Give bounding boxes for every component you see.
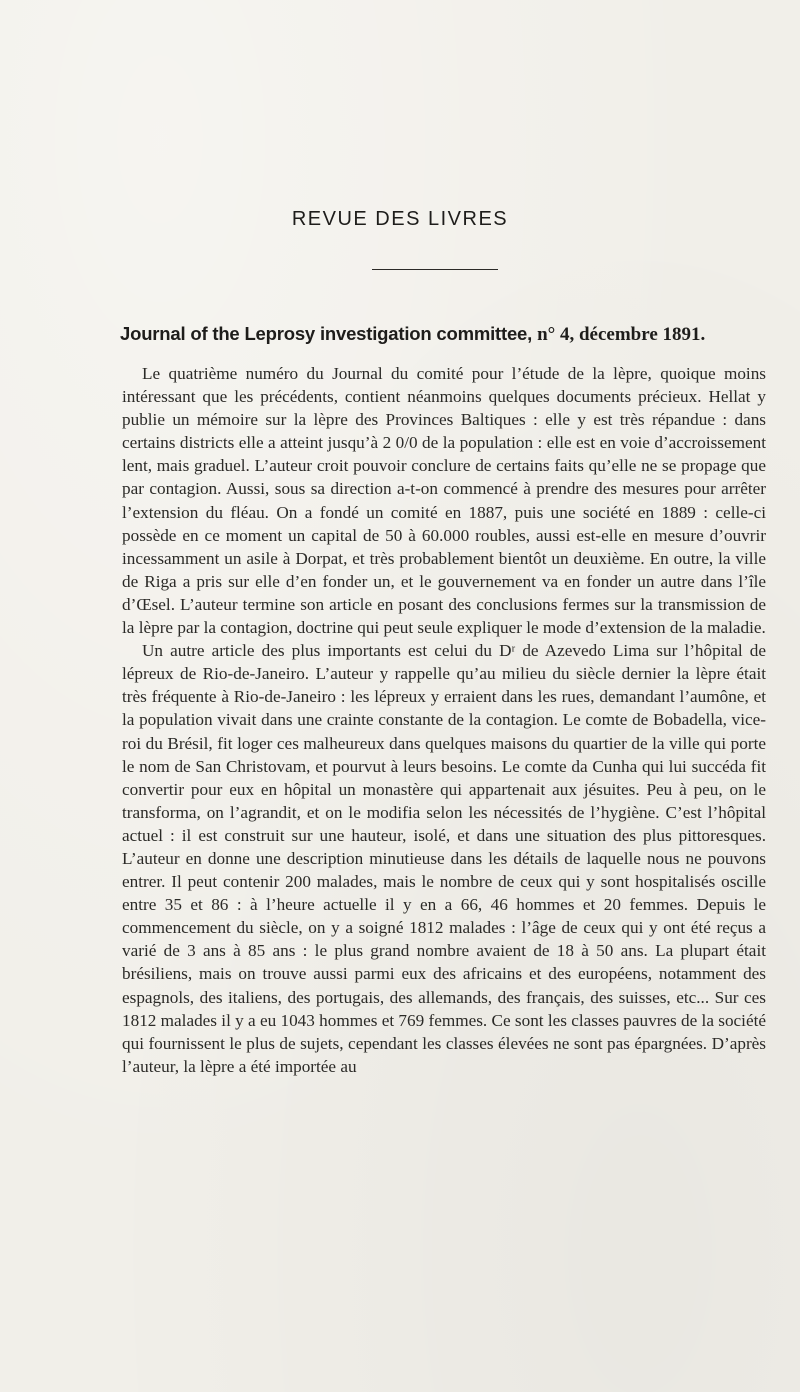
issue-info: n° 4, décembre 1891.	[537, 324, 706, 345]
section-title: REVUE DES LIVRES	[291, 208, 509, 230]
paragraph-hellat: Le quatrième numéro du Journal du comité pour l’étude de la lèpre, quoique moins intéressant que les précédents, contient néanmoins quelques documents précieux. Hellat y publie un mémoire sur la lèpre des Provinces Baltiques : elle y est très répandue : dans certains districts elle a atteint jusqu’à 2 0/0 de la population : elle est en voie d’accroissement lent, mais graduel. L’auteur croit pouvoir conclure de certains faits qu’elle ne se propage que par contagion. Aussi, sous sa direction a-t-on commencé à prendre des mesures pour arrêter l’extension du fléau. On a fondé un comité en 1887, puis une société en 1889 : celle-ci possède en ce moment un capital de 50 à 60.000 roubles, aussi est-elle en mesure d’ouvrir incessamment un asile à Dorpat, et très probablement bientôt un deuxième. En outre, la ville de Riga a pris sur elle d’en fonder un, et le gouvernement va en fonder un autre dans l’île d’Œsel. L’auteur termine son article en posant des conclusions fermes sur la transmission de la lèpre par la contagion, doctrine qui peut seule expliquer le mode d’extension de la maladie.	[122, 364, 766, 638]
review-heading	[120, 320, 770, 349]
paragraph-azevedo-lima: Un autre article des plus importants est celui du Dʳ de Azevedo Lima sur l’hôpital de lépreux de Rio-de-Janeiro. L’auteur y rappelle qu’au milieu du siècle dernier la lèpre était très fréquente à Rio-de-Janeiro : les lépreux y erraient dans les rues, demandant l’aumône, et la population vivait dans une crainte constante de la contagion. Le comte de Bobadella, vice-roi du Brésil, fit loger ces malheureux dans quelques maisons du quartier de la ville qui porte le nom de San Christovam, et pourvut à leurs besoins. Le comte da Cunha qui lui succéda fit convertir pour eux en hôpital un monastère qui appartenait aux jésuites. Peu à peu, on le transforma, on l’agrandit, et on le modifia selon les nécessités de l’hygiène. C’est l’hôpital actuel : il est construit sur une hauteur, isolé, et dans une situation des plus pittoresques. L’auteur en donne une description minutieuse dans les détails de laquelle nous ne pouvons entrer. Il peut contenir 200 malades, mais le nombre de ceux qui y sont hospitalisés oscille entre 35 et 86 : à l’heure actuelle il y en a 66, 46 hommes et 20 femmes. Depuis le commencement du siècle, on y a soigné 1812 malades : l’âge de ceux qui y ont été reçus a varié de 3 ans à 85 ans : le plus grand nombre avaient de 18 à 50 ans. La plupart était brésiliens, mais on trouve aussi parmi eux des africains et des européens, notamment des espagnols, des italiens, des portugais, des allemands, des français, des suisses, etc... Sur ces 1812 malades il y a eu 1043 hommes et 769 femmes. Ce sont les classes pauvres de la société qui fournissent le plus de sujets, cependant les classes élevées ne sont pas épargnées. D’après l’auteur, la lèpre a été importée au	[122, 641, 766, 1076]
journal-title: Journal of the Leprosy investigation committee,	[120, 323, 533, 344]
review-body	[122, 362, 766, 1078]
title-divider	[372, 269, 498, 270]
